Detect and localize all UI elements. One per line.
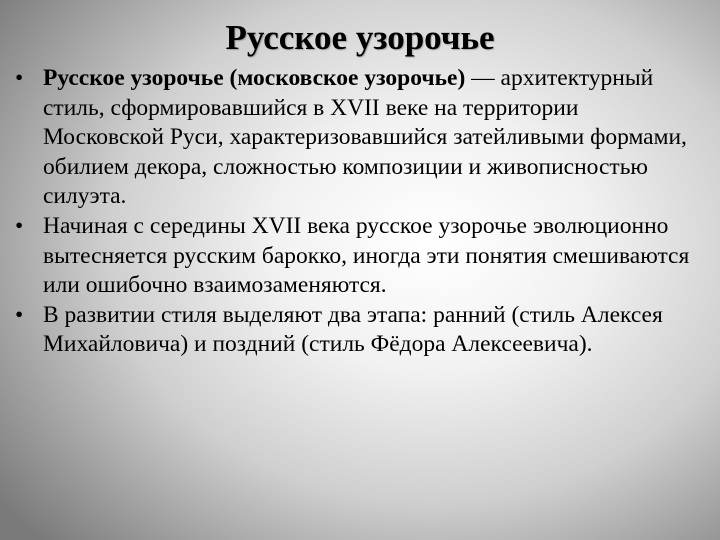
bullet-marker: • — [15, 65, 24, 91]
bullet-emphasis: Русское узорочье (московское узорочье) — [43, 65, 466, 91]
bullet-item-definition — [14, 64, 704, 212]
slide-title: Русское узорочье — [225, 18, 495, 57]
bullet-text: В развитии стиля выделяют два этапа: ранний (стиль Алексея Михайловича) и поздний (стиль Фёдора Алексеевича). — [43, 301, 663, 358]
bullet-item-evolution — [14, 212, 704, 301]
bullet-text: Начиная с середины XVII века русское узорочье эволюционно вытесняется русским барокко, иногда эти понятия смешиваются или ошибочно взаимозаменяются. — [43, 212, 690, 299]
bullet-marker: • — [15, 301, 24, 328]
bullet-list — [14, 64, 704, 360]
bullet-marker: • — [15, 212, 24, 239]
bullet-item-stages — [14, 301, 704, 360]
bullet-text: — архитектурный стиль, сформировавшийся в XVII веке на территории Московской Руси, характеризовавшийся затейливыми формами, обилием декора, сложностью композиции и живописностью силуэта. — [43, 65, 687, 210]
